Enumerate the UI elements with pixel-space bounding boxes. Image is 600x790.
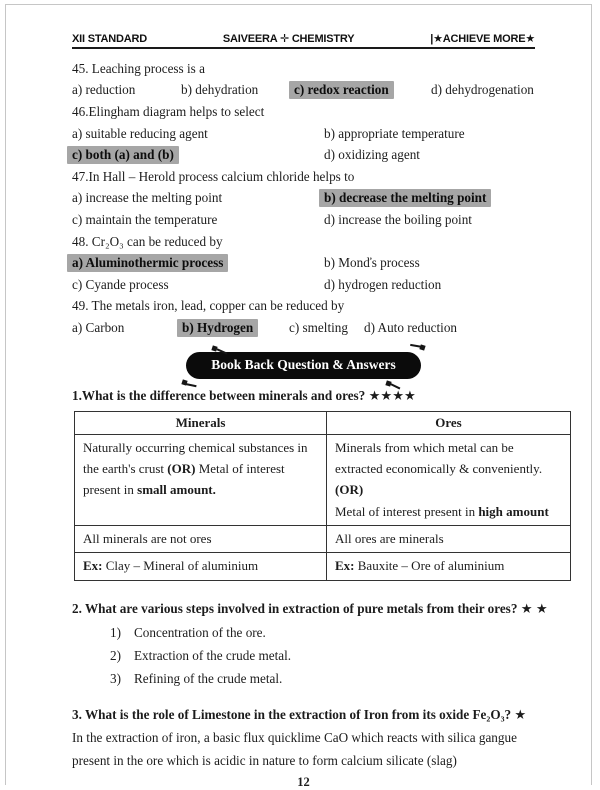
banner-ornament-bottom-left	[182, 379, 188, 385]
cell-line: the earth's crust (OR) Metal of interest	[83, 461, 285, 477]
mcq-q48-question	[72, 231, 535, 253]
page-number: 12	[297, 774, 310, 789]
list-item-number: 1)	[110, 625, 121, 640]
question-text: 49. The metals iron, lead, copper can be reduced by	[72, 298, 345, 314]
qa2-steps-list	[72, 622, 535, 691]
option-b-answer	[182, 319, 289, 337]
list-item	[110, 668, 535, 691]
col-header-minerals: Minerals	[75, 411, 327, 434]
option-a: a) increase the melting point	[72, 190, 223, 206]
table-header-row	[75, 411, 571, 434]
option-c-answer	[72, 146, 324, 164]
paragraph-line: present in the ore which is acidic in nature to form calcium silicate (slag)	[72, 752, 457, 768]
answer-highlight: b) decrease the melting point	[319, 189, 491, 207]
option-d: d) dehydrogenation	[431, 82, 534, 98]
option-a-answer	[72, 254, 324, 272]
paragraph-line: In the extraction of iron, a basic flux quicklime CaO which reacts with silica gangue	[72, 729, 517, 745]
option-c: c) smelting	[289, 319, 348, 335]
question-text: 45. Leaching process is a	[72, 60, 205, 76]
mcq-q49-options	[72, 317, 535, 339]
cell-ores-definition	[327, 434, 571, 525]
option-b-answer	[324, 189, 491, 207]
cell-line: Ex: Clay – Mineral of aluminium	[83, 558, 259, 574]
mcq-q48-options-ab	[72, 252, 535, 274]
qa3-title: 3. What is the role of Limestone in the extraction of Iron from its oxide Fe₂O₃? ★	[72, 706, 527, 722]
table-row	[75, 553, 571, 580]
mcq-section	[72, 58, 535, 339]
list-item-text: Concentration of the ore.	[134, 625, 266, 640]
mcq-q49-question	[72, 296, 535, 318]
header-standard: XII STANDARD	[72, 33, 148, 45]
list-item-text: Extraction of the crude metal.	[134, 648, 292, 663]
option-c: c) maintain the temperature	[72, 211, 218, 227]
list-item-number: 3)	[110, 671, 121, 686]
banner-ornament-top-left	[212, 345, 218, 351]
question-text: 46.Elingham diagram helps to select	[72, 103, 265, 119]
question-text: 48. Cr₂O₃ can be reduced by	[72, 233, 223, 249]
cell-line: Metal of interest present in high amount	[335, 503, 549, 519]
mcq-q46-question	[72, 101, 535, 123]
option-b: b) dehydration	[181, 82, 259, 98]
cell-line: extracted economically & conveniently.	[335, 461, 543, 477]
cell-line: Minerals from which metal can be	[335, 439, 514, 455]
option-c-answer	[294, 81, 431, 99]
option-a: a) suitable reducing agent	[72, 125, 208, 141]
qa3-answer-paragraph	[72, 726, 535, 772]
option-a: a) reduction	[72, 82, 136, 98]
page-header	[72, 32, 535, 49]
banner-label: Book Back Question & Answers	[211, 356, 396, 372]
qa1-title: 1.What is the difference between minerals and ores? ★★★★	[72, 387, 416, 403]
cell-line: All minerals are not ores	[83, 530, 212, 546]
banner-ornament-bottom-right	[385, 380, 391, 386]
qa2-title: 2. What are various steps involved in extraction of pure metals from their ores? ★ ★	[72, 600, 548, 616]
mcq-q45-question	[72, 58, 535, 80]
question-text: 47.In Hall – Herold process calcium chloride helps to	[72, 168, 355, 184]
option-b: b) Monďs process	[324, 255, 420, 271]
cell-line: (OR)	[335, 482, 364, 498]
option-c: c) Cyande process	[72, 276, 169, 292]
minerals-ores-table	[74, 411, 571, 581]
answer-highlight: c) redox reaction	[289, 81, 394, 99]
table-row	[75, 525, 571, 552]
option-d: d) hydrogen reduction	[324, 276, 442, 292]
option-d: d) oxidizing agent	[324, 147, 420, 163]
mcq-q45-options	[72, 80, 535, 102]
mcq-q47-options-cd	[72, 209, 535, 231]
mcq-q46-options-ab	[72, 123, 535, 145]
answer-highlight: a) Aluminothermic process	[67, 254, 228, 272]
document-page	[5, 4, 592, 789]
list-item	[110, 622, 535, 645]
answer-highlight: c) both (a) and (b)	[67, 146, 179, 164]
cell-minerals-rule	[75, 525, 327, 552]
mcq-q46-options-cd	[72, 144, 535, 166]
option-d: d) Auto reduction	[364, 319, 458, 335]
cell-ores-rule	[327, 525, 571, 552]
cell-line: present in small amount.	[83, 482, 216, 498]
cell-line: Ex: Bauxite – Ore of aluminium	[335, 558, 505, 574]
option-b: b) appropriate temperature	[324, 125, 465, 141]
cell-ores-example	[327, 553, 571, 580]
mcq-q47-question	[72, 166, 535, 188]
list-item-text: Refining of the crude metal.	[134, 671, 283, 686]
section-banner-row	[72, 352, 535, 379]
cell-minerals-definition	[75, 434, 327, 525]
answer-highlight: b) Hydrogen	[177, 319, 258, 337]
cell-minerals-example	[75, 553, 327, 580]
book-back-banner	[186, 352, 421, 379]
mcq-q48-options-cd	[72, 274, 535, 296]
mcq-q47-options-ab	[72, 188, 535, 210]
table-row	[75, 434, 571, 525]
header-motto: |★ACHIEVE MORE★	[430, 33, 535, 45]
list-item-number: 2)	[110, 648, 121, 663]
option-a: a) Carbon	[72, 319, 125, 335]
header-title: SAIVEERA ✛ CHEMISTRY	[222, 33, 355, 45]
cell-line: Naturally occurring chemical substances in	[83, 439, 308, 455]
list-item	[110, 645, 535, 668]
option-d: d) increase the boiling point	[324, 211, 472, 227]
cell-line: All ores are minerals	[335, 530, 444, 546]
col-header-ores: Ores	[327, 411, 571, 434]
banner-ornament-top-right	[419, 344, 425, 350]
